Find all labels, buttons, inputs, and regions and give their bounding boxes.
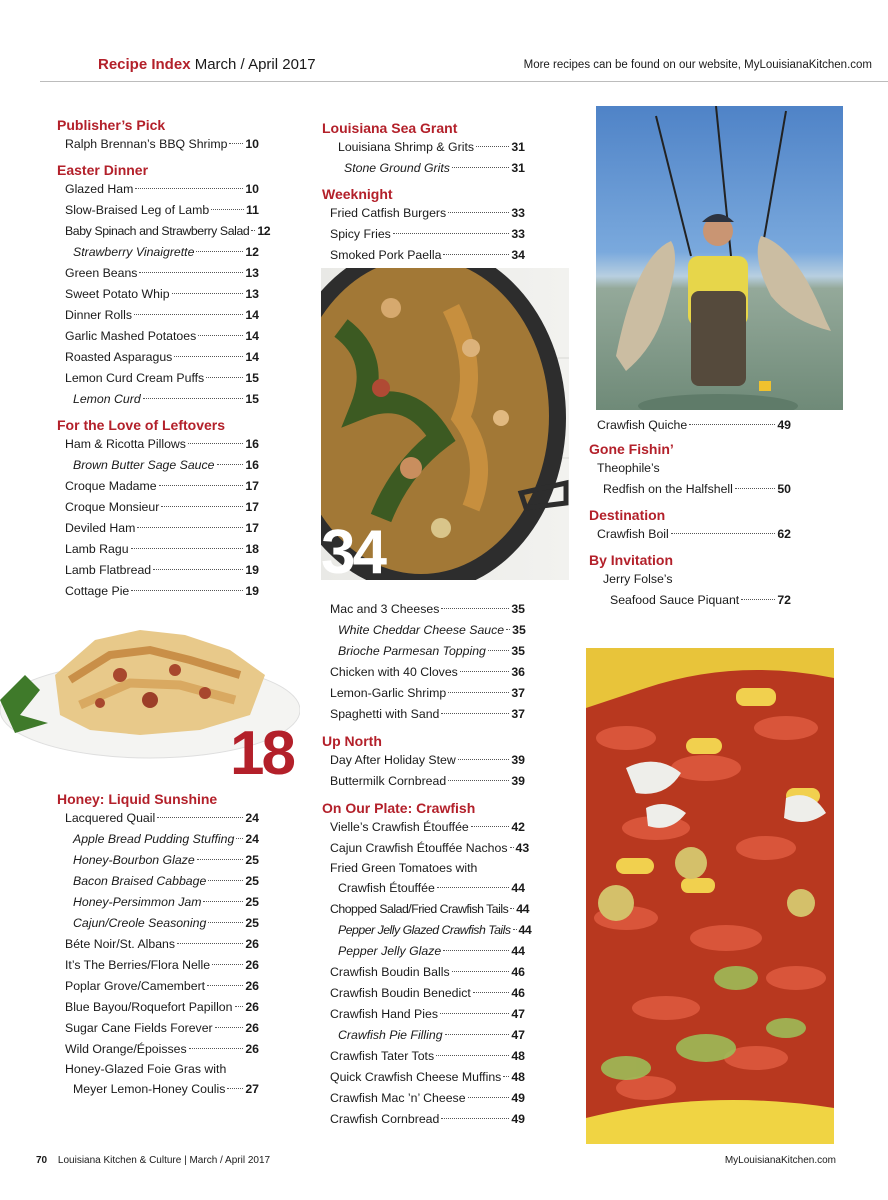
recipe-entry-line1: Theophile’s [597,461,660,475]
section-heading: Publisher’s Pick [57,117,166,133]
recipe-entry: Honey-Bourbon Glaze 25 [73,853,259,867]
fisherman-illustration [596,106,843,410]
recipe-entry: Spaghetti with Sand 37 [330,707,525,721]
recipe-entry: Glazed Ham 10 [65,182,259,196]
column-left-bottom [57,790,259,1100]
page-callout-18: 18 [230,719,293,780]
recipe-entry: Baby Spinach and Strawberry Salad 12 [65,224,271,238]
page-callout-34: 34 [321,518,384,580]
section-name: Recipe Index [98,56,191,73]
recipe-entry-line1: Fried Green Tomatoes with [330,861,478,875]
recipe-entry: Louisiana Shrimp & Grits 31 [338,140,525,154]
recipe-entry: Crawfish Boudin Benedict 46 [330,986,525,1000]
recipe-entry: Garlic Mashed Potatoes 14 [65,329,259,343]
recipe-entry: Apple Bread Pudding Stuffing 24 [73,832,259,846]
issue-date: March / April 2017 [194,56,316,73]
recipe-entry: Cottage Pie 19 [65,584,259,598]
footer-website: MyLouisianaKitchen.com [724,1155,836,1166]
recipe-entry: Lamb Flatbread 19 [65,563,259,577]
section-heading: Louisiana Sea Grant [322,120,458,136]
recipe-entry: White Cheddar Cheese Sauce 35 [338,623,526,637]
recipe-entry: Redfish on the Halfshell 50 [603,482,791,496]
section-heading: Up North [322,733,382,749]
recipe-entry: Crawfish Quiche 49 [597,418,791,432]
recipe-entry: Fried Catfish Burgers 33 [330,206,525,220]
recipe-entry: Blue Bayou/Roquefort Papillon 26 [65,1000,259,1014]
recipe-entry: Spicy Fries 33 [330,227,525,241]
recipe-entry: Vielle’s Crawfish Étouffée 42 [330,820,525,834]
recipe-entry: Dinner Rolls 14 [65,308,259,322]
recipe-entry: Deviled Ham 17 [65,521,259,535]
column-right [589,415,791,611]
recipe-entry: Croque Monsieur 17 [65,500,259,514]
recipe-entry: Brown Butter Sage Sauce 16 [73,458,259,472]
recipe-entry: Crawfish Boil 62 [597,527,791,541]
recipe-entry: Sugar Cane Fields Forever 26 [65,1021,259,1035]
crawfish-boil-photo [586,648,834,1144]
section-heading: Gone Fishin’ [589,441,674,457]
recipe-entry: Béte Noir/St. Albans 26 [65,937,259,951]
section-heading: On Our Plate: Crawfish [322,800,476,816]
recipe-entry: Crawfish Boudin Balls 46 [330,965,525,979]
recipe-entry: Crawfish Hand Pies 47 [330,1007,525,1021]
pasta-photo [0,605,300,780]
page-header [40,52,888,82]
recipe-entry: Strawberry Vinaigrette 12 [73,245,259,259]
recipe-entry: Poplar Grove/Camembert 26 [65,979,259,993]
recipe-entry: Chicken with 40 Cloves 36 [330,665,525,679]
recipe-entry-line1: Jerry Folse’s [603,572,673,586]
column-middle-cont [322,599,532,1130]
recipe-entry: Crawfish Cornbread 49 [330,1112,525,1126]
recipe-entry: Cajun Crawfish Étouffée Nachos 43 [330,841,530,855]
recipe-entry: Crawfish Pie Filling 47 [338,1028,525,1042]
recipe-entry: Buttermilk Cornbread 39 [330,774,525,788]
crawfish-illustration [586,648,834,1144]
fisherman-photo [596,106,843,410]
recipe-entry: Lamb Ragu 18 [65,542,259,556]
recipe-entry: Roasted Asparagus 14 [65,350,259,364]
recipe-entry: Honey-Persimmon Jam 25 [73,895,259,909]
recipe-entry: Day After Holiday Stew 39 [330,753,525,767]
recipe-entry: Chopped Salad/Fried Crawfish Tails 44 [330,902,529,916]
recipe-entry: Crawfish Étouffée 44 [338,881,525,895]
recipe-entry: Quick Crawfish Cheese Muffins 48 [330,1070,525,1084]
recipe-entry: Slow-Braised Leg of Lamb 11 [65,203,259,217]
header-title [98,56,316,73]
recipe-entry-line1: Honey-Glazed Foie Gras with [65,1062,227,1076]
section-heading: By Invitation [589,552,674,568]
section-heading: Honey: Liquid Sunshine [57,791,218,807]
paella-photo [321,268,569,580]
section-heading: Easter Dinner [57,162,149,178]
recipe-entry: Cajun/Creole Seasoning 25 [73,916,259,930]
publication-line: Louisiana Kitchen & Culture | March / April 2017 [57,1155,271,1166]
section-heading: Destination [589,507,666,523]
recipe-entry: Green Beans 13 [65,266,259,280]
website-note: More recipes can be found on our website, MyLouisianaKitchen.com [523,59,872,71]
recipe-entry: Ralph Brennan’s BBQ Shrimp 10 [65,137,259,151]
recipe-entry: Croque Madame 17 [65,479,259,493]
recipe-entry: Ham & Ricotta Pillows 16 [65,437,259,451]
page-footer [36,1155,836,1166]
page-number: 70 [36,1155,48,1166]
recipe-entry: Lemon-Garlic Shrimp 37 [330,686,525,700]
recipe-entry: Lemon Curd Cream Puffs 15 [65,371,259,385]
column-middle [322,119,525,266]
recipe-entry: Meyer Lemon-Honey Coulis 27 [73,1082,259,1096]
recipe-entry: Wild Orange/Époisses 26 [65,1042,259,1056]
recipe-entry: Crawfish Mac ’n’ Cheese 49 [330,1091,525,1105]
recipe-entry: Seafood Sauce Piquant 72 [610,593,791,607]
recipe-entry: Crawfish Tater Tots 48 [330,1049,525,1063]
recipe-entry: Lacquered Quail 24 [65,811,259,825]
recipe-entry: It’s The Berries/Flora Nelle 26 [65,958,259,972]
recipe-entry: Brioche Parmesan Topping 35 [338,644,525,658]
section-heading: For the Love of Leftovers [57,417,226,433]
recipe-entry: Pepper Jelly Glaze 44 [338,944,525,958]
recipe-entry: Mac and 3 Cheeses 35 [330,602,525,616]
column-left [57,116,271,602]
recipe-entry: Bacon Braised Cabbage 25 [73,874,259,888]
recipe-entry: Smoked Pork Paella 34 [330,248,525,262]
section-heading: Weeknight [322,186,393,202]
recipe-entry: Stone Ground Grits 31 [344,161,525,175]
recipe-entry: Sweet Potato Whip 13 [65,287,259,301]
recipe-entry: Pepper Jelly Glazed Crawfish Tails 44 [338,923,532,937]
recipe-entry: Lemon Curd 15 [73,392,259,406]
